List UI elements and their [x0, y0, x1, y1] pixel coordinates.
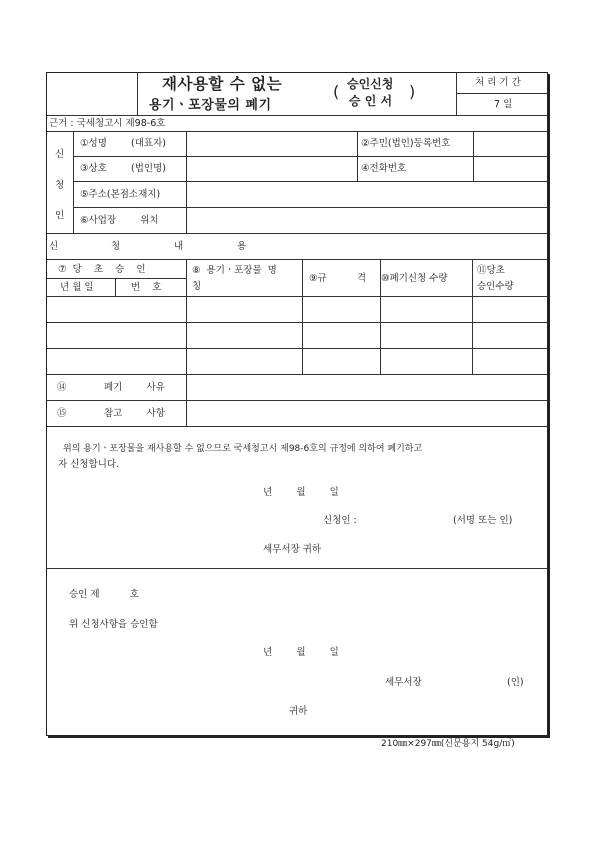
note-number: ⑮	[57, 408, 67, 419]
address-field[interactable]	[187, 182, 546, 206]
company-name-label: ③상호 (법인명)	[80, 163, 166, 174]
header-divider-left	[137, 72, 138, 115]
table-cell[interactable]	[187, 297, 301, 321]
col-original-approval: ⑦ 당 초 승 인	[58, 264, 146, 275]
processing-divider	[456, 93, 547, 94]
table-cell[interactable]	[303, 323, 379, 347]
note-bottom-line	[46, 426, 547, 427]
applicant-section-char: 인	[55, 210, 65, 221]
content-header-char: 내	[174, 241, 184, 252]
table-cell[interactable]	[381, 297, 471, 321]
col-spec: ⑨규 격	[309, 273, 367, 284]
company-name-field[interactable]	[187, 157, 356, 180]
table-cell[interactable]	[47, 297, 185, 321]
table-cell[interactable]	[303, 297, 379, 321]
approval-date: 년 월 일	[263, 647, 339, 658]
declaration-line1: 위의 용기ㆍ포장물을 재사용할 수 없으므로 국세청고시 제98-6호의 규정에 의하여 폐기하고	[63, 444, 423, 454]
subtitle-line1: 승인신청	[347, 77, 394, 91]
table-cell[interactable]	[381, 323, 471, 347]
declaration-date: 년 월 일	[263, 487, 339, 498]
applicant-sign-field[interactable]	[366, 512, 446, 526]
table-cell[interactable]	[473, 297, 546, 321]
col-approved-qty: ⑪당초	[477, 265, 505, 276]
reason-number: ⑭	[57, 382, 67, 393]
name-label: ①성명 (대표자)	[80, 138, 166, 149]
col-item-name-cont: 칭	[192, 281, 202, 292]
disposal-reason-label: 폐기 사유	[104, 382, 165, 393]
reference-note-field[interactable]	[187, 401, 546, 425]
content-header-char: 청	[111, 241, 121, 252]
col-item-name: ⑧ 용기ㆍ포장물 명	[192, 265, 277, 276]
table-subheader-line	[46, 278, 186, 279]
declaration-line2: 자 신청합니다.	[58, 459, 120, 470]
table-cell[interactable]	[187, 349, 301, 373]
declaration-addressee: 세무서장 귀하	[263, 544, 322, 555]
business-site-label: ⑥사업장 위치	[80, 215, 159, 226]
sign-or-seal-label: (서명 또는 인)	[453, 515, 513, 526]
processing-period-value: 7 일	[494, 99, 513, 110]
phone-field[interactable]	[474, 157, 546, 180]
processing-period-label: 처 리 기 간	[475, 77, 521, 88]
table-cell[interactable]	[473, 349, 546, 373]
approval-statement: 위 신청사항을 승인함	[69, 619, 158, 630]
phone-label: ④전화번호	[361, 163, 407, 174]
table-cell[interactable]	[47, 349, 185, 373]
paper-spec-footer: 210㎜×297㎜(신문용지 54g/㎡)	[381, 739, 515, 749]
registration-number-field[interactable]	[474, 132, 546, 155]
registration-number-label: ②주민(법인)등록번호	[361, 138, 451, 149]
content-header-char: 신	[49, 241, 59, 252]
disposal-reason-field[interactable]	[187, 375, 546, 399]
col-approval-date: 년 월 일	[60, 282, 94, 293]
business-site-field[interactable]	[187, 208, 546, 232]
content-header-char: 용	[237, 241, 247, 252]
approval-number: 승인 제 호	[69, 589, 139, 600]
applicant-label-divider	[73, 131, 74, 233]
title-line1: 재사용할 수 없는	[162, 75, 283, 93]
applicant-section-char: 청	[55, 180, 65, 191]
paren-close: )	[409, 82, 416, 101]
approval-addressee: 귀하	[289, 706, 308, 717]
applicant-sign-label: 신청인 :	[323, 515, 357, 526]
address-label: ⑤주소(본점소재지)	[80, 189, 161, 200]
name-field[interactable]	[187, 132, 356, 155]
header-bottom-line	[46, 115, 547, 116]
table-cell[interactable]	[473, 323, 546, 347]
basis-text: 근거 : 국세청고시 제98-6호	[49, 118, 166, 129]
col-approved-qty-cont: 승인수량	[477, 281, 514, 292]
applicant-bottom-line	[46, 233, 547, 234]
title-line2: 용기ㆍ포장물의 폐기	[149, 98, 272, 113]
table-subcol-divider	[115, 278, 116, 296]
approval-office: 세무서장	[385, 677, 422, 688]
col-disposal-qty: ⑩폐기신청 수량	[381, 273, 448, 284]
approval-divider-line	[46, 568, 547, 569]
seal-label: (인)	[507, 677, 524, 688]
reference-note-label: 참고 사항	[104, 408, 165, 419]
table-cell[interactable]	[47, 323, 185, 347]
table-cell[interactable]	[381, 349, 471, 373]
subtitle-line2: 승 인 서	[349, 94, 393, 108]
col-approval-number: 번 호	[131, 282, 162, 293]
paren-open: (	[333, 82, 340, 101]
table-cell[interactable]	[187, 323, 301, 347]
applicant-section-char: 신	[55, 149, 65, 160]
table-cell[interactable]	[303, 349, 379, 373]
